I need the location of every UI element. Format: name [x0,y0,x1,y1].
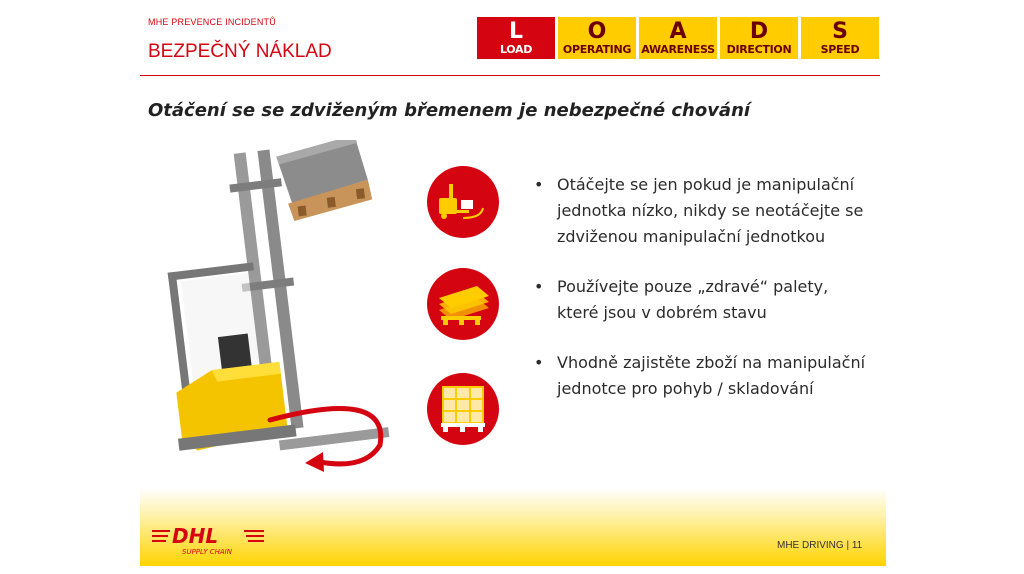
loads-letter: O [587,18,607,44]
forklift-icon [427,166,499,238]
loads-letter: D [749,18,769,44]
section-kicker: MHE PREVENCE INCIDENTŮ [148,17,276,27]
loads-banner [477,17,879,59]
loads-letter: L [508,18,524,44]
loads-tile-direction [720,17,798,59]
dhl-logo [152,522,264,556]
loads-word: SPEED [820,42,860,56]
loads-word: DIRECTION [726,42,792,56]
bullet-item: • Vhodně zajistěte zboží na manipulační jednotce pro pohyb / skladování [534,350,874,402]
logo-wordmark: DHL [172,524,219,548]
page-footer: MHE DRIVING | 11 [777,540,863,551]
loads-tile-operating [558,17,636,59]
header-divider [140,75,880,76]
bullet-list [534,172,874,426]
pallet-icon [427,268,499,340]
loads-word: AWARENESS [641,42,715,56]
page-title: BEZPEČNÝ NÁKLAD [148,41,332,62]
loads-tile-speed [801,17,879,59]
loads-tile-awareness [639,17,717,59]
loads-word: OPERATING [562,42,632,56]
bullet-item: • Používejte pouze „zdravé“ palety, které jsou v dobrém stavu [534,274,874,326]
secured-load-icon [427,373,499,445]
logo-subtext: SUPPLY CHAIN [182,548,232,556]
loads-letter: S [832,18,848,44]
slide-subtitle: Otáčení se se zdviženým břemenem je nebezpečné chování [148,100,751,121]
loads-letter: A [669,18,687,44]
bullet-item: • Otáčejte se jen pokud je manipulační jednotka nízko, nikdy se neotáčejte se zdviženou manipulační jednotkou [534,172,874,250]
loads-tile-load [477,17,555,59]
reach-truck-illustration [145,140,415,480]
loads-word: LOAD [499,42,533,56]
